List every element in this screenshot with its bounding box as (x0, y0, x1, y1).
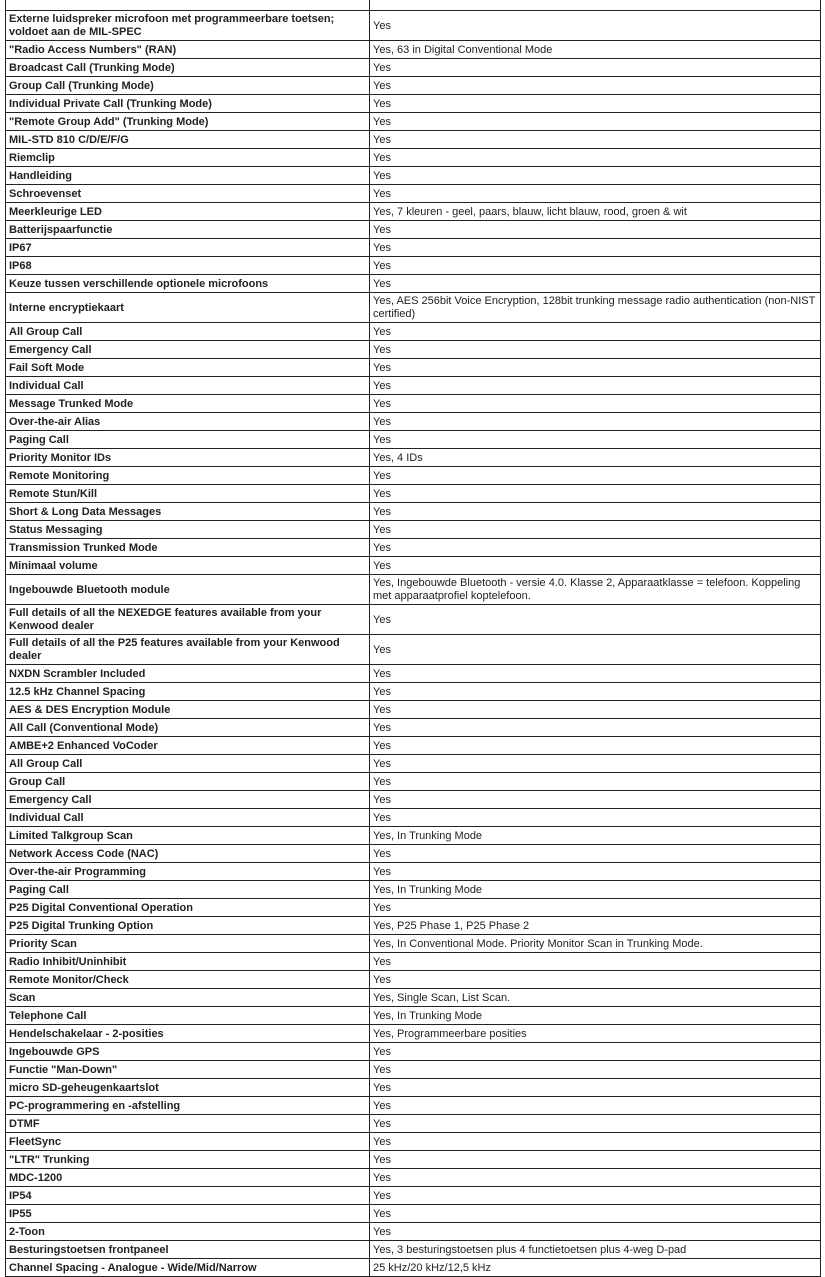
feature-value-cell: Yes (370, 485, 821, 503)
feature-value-cell: Yes (370, 131, 821, 149)
feature-value-cell: Yes, In Trunking Mode (370, 881, 821, 899)
specifications-table (5, 0, 821, 1277)
table-row (6, 881, 821, 899)
feature-value-cell: Yes (370, 737, 821, 755)
feature-name-cell: Over-the-air Alias (6, 413, 370, 431)
table-row (6, 701, 821, 719)
feature-value-cell: Yes, Ingebouwde Bluetooth - versie 4.0. Klasse 2, Apparaatklasse = telefoon. Koppeling met apparaatprofiel koptelefoon. (370, 575, 821, 605)
feature-value-cell: Yes (370, 77, 821, 95)
feature-name-cell: 12.5 kHz Channel Spacing (6, 683, 370, 701)
feature-value-cell: Yes, 4 IDs (370, 449, 821, 467)
feature-name-cell: NXDN Scrambler Included (6, 665, 370, 683)
table-row (6, 323, 821, 341)
table-row (6, 359, 821, 377)
feature-value-cell: Yes (370, 395, 821, 413)
feature-name-cell: IP68 (6, 257, 370, 275)
table-row (6, 917, 821, 935)
feature-name-cell: "Radio Access Numbers" (RAN) (6, 41, 370, 59)
feature-name-cell: Paging Call (6, 881, 370, 899)
spec-table-container (5, 0, 821, 1277)
feature-value-cell: Yes (370, 1169, 821, 1187)
feature-value-cell: Yes (370, 149, 821, 167)
table-row (6, 827, 821, 845)
feature-value-cell: Yes (370, 1205, 821, 1223)
feature-value-cell: Yes (370, 683, 821, 701)
feature-name-cell: Network Access Code (NAC) (6, 845, 370, 863)
feature-value-cell: Yes (370, 755, 821, 773)
table-row (6, 1025, 821, 1043)
feature-name-cell: micro SD-geheugenkaartslot (6, 1079, 370, 1097)
feature-value-cell: Yes (370, 701, 821, 719)
table-row (6, 953, 821, 971)
table-row (6, 1115, 821, 1133)
feature-name-cell: Minimaal volume (6, 557, 370, 575)
feature-name-cell: "Remote Group Add" (Trunking Mode) (6, 113, 370, 131)
feature-value-cell: Yes, 63 in Digital Conventional Mode (370, 41, 821, 59)
table-row (6, 557, 821, 575)
feature-name-cell: Over-the-air Programming (6, 863, 370, 881)
feature-name-cell: MDC-1200 (6, 1169, 370, 1187)
feature-value-cell: Yes (370, 59, 821, 77)
table-row (6, 989, 821, 1007)
feature-name-cell: Individual Call (6, 377, 370, 395)
feature-value-cell: Yes, Programmeerbare posities (370, 1025, 821, 1043)
table-row (6, 1097, 821, 1115)
table-row (6, 665, 821, 683)
feature-value-cell: Yes (370, 185, 821, 203)
feature-name-cell: Interne encryptiekaart (6, 293, 370, 323)
feature-value-cell: Yes (370, 1151, 821, 1169)
feature-value-cell: Yes (370, 557, 821, 575)
table-row (6, 293, 821, 323)
feature-value-cell: Yes (370, 11, 821, 41)
feature-name-cell: "LTR" Trunking (6, 1151, 370, 1169)
feature-name-cell: Status Messaging (6, 521, 370, 539)
feature-name-cell: Remote Monitor/Check (6, 971, 370, 989)
table-row (6, 1133, 821, 1151)
feature-name-cell: Full details of all the NEXEDGE features available from your Kenwood dealer (6, 605, 370, 635)
feature-name-cell: Externe luidspreker microfoon met programmeerbare toetsen; voldoet aan de MIL-SPEC (6, 11, 370, 41)
feature-value-cell: Yes (370, 773, 821, 791)
feature-value-cell: Yes (370, 95, 821, 113)
feature-name-cell: Ingebouwde GPS (6, 1043, 370, 1061)
feature-value-cell: Yes (370, 1079, 821, 1097)
feature-name-cell: Individual Private Call (Trunking Mode) (6, 95, 370, 113)
feature-name-cell: Remote Monitoring (6, 467, 370, 485)
feature-value-cell: Yes (370, 503, 821, 521)
feature-name-cell: Channel Spacing - Analogue - Wide/Mid/Narrow (6, 1259, 370, 1277)
feature-value-cell: Yes (370, 167, 821, 185)
table-row (6, 539, 821, 557)
table-row (6, 1151, 821, 1169)
feature-value-cell: Yes (370, 323, 821, 341)
table-row (6, 257, 821, 275)
feature-name-cell: Broadcast Call (Trunking Mode) (6, 59, 370, 77)
feature-name-cell: 2-Toon (6, 1223, 370, 1241)
table-row (6, 521, 821, 539)
feature-name-cell: IP54 (6, 1187, 370, 1205)
table-row (6, 1061, 821, 1079)
table-row (6, 971, 821, 989)
feature-name-cell: Riemclip (6, 149, 370, 167)
feature-value-cell: Yes (370, 665, 821, 683)
feature-name-cell (6, 0, 370, 11)
table-row (6, 395, 821, 413)
feature-name-cell: IP67 (6, 239, 370, 257)
table-row (6, 377, 821, 395)
table-row (6, 239, 821, 257)
feature-value-cell: Yes (370, 1097, 821, 1115)
table-row (6, 683, 821, 701)
feature-name-cell: All Call (Conventional Mode) (6, 719, 370, 737)
table-row (6, 0, 821, 11)
feature-name-cell: Hendelschakelaar - 2-posities (6, 1025, 370, 1043)
feature-value-cell: Yes, AES 256bit Voice Encryption, 128bit trunking message radio authentication (non-NIST certified) (370, 293, 821, 323)
feature-value-cell: Yes (370, 467, 821, 485)
table-row (6, 863, 821, 881)
feature-value-cell: Yes (370, 539, 821, 557)
feature-value-cell: Yes (370, 791, 821, 809)
feature-name-cell: Paging Call (6, 431, 370, 449)
feature-name-cell: PC-programmering en -afstelling (6, 1097, 370, 1115)
feature-value-cell: Yes (370, 899, 821, 917)
feature-name-cell: Radio Inhibit/Uninhibit (6, 953, 370, 971)
feature-value-cell: Yes, P25 Phase 1, P25 Phase 2 (370, 917, 821, 935)
table-row (6, 935, 821, 953)
table-row (6, 203, 821, 221)
table-row (6, 845, 821, 863)
table-row (6, 341, 821, 359)
table-row (6, 41, 821, 59)
feature-name-cell: Telephone Call (6, 1007, 370, 1025)
feature-value-cell: Yes (370, 719, 821, 737)
feature-name-cell: IP55 (6, 1205, 370, 1223)
table-row (6, 113, 821, 131)
feature-value-cell: Yes, In Trunking Mode (370, 1007, 821, 1025)
feature-name-cell: Batterijspaarfunctie (6, 221, 370, 239)
table-row (6, 467, 821, 485)
table-row (6, 449, 821, 467)
feature-name-cell: Remote Stun/Kill (6, 485, 370, 503)
feature-value-cell: Yes (370, 809, 821, 827)
feature-value-cell: Yes (370, 1223, 821, 1241)
feature-name-cell: Priority Monitor IDs (6, 449, 370, 467)
feature-name-cell: Scan (6, 989, 370, 1007)
feature-name-cell: Emergency Call (6, 791, 370, 809)
feature-name-cell: Group Call (6, 773, 370, 791)
feature-value-cell: Yes (370, 971, 821, 989)
feature-name-cell: All Group Call (6, 755, 370, 773)
table-row (6, 221, 821, 239)
table-row (6, 149, 821, 167)
feature-name-cell: Priority Scan (6, 935, 370, 953)
table-row (6, 1259, 821, 1277)
feature-value-cell: Yes (370, 275, 821, 293)
table-row (6, 575, 821, 605)
feature-name-cell: Meerkleurige LED (6, 203, 370, 221)
table-row (6, 791, 821, 809)
table-row (6, 503, 821, 521)
feature-name-cell: P25 Digital Conventional Operation (6, 899, 370, 917)
feature-value-cell: Yes (370, 413, 821, 431)
table-row (6, 899, 821, 917)
table-row (6, 1205, 821, 1223)
table-row (6, 773, 821, 791)
table-row (6, 77, 821, 95)
feature-value-cell: Yes (370, 341, 821, 359)
feature-value-cell: Yes (370, 257, 821, 275)
feature-value-cell: Yes (370, 635, 821, 665)
specifications-table-body (6, 0, 821, 1277)
feature-value-cell: Yes (370, 863, 821, 881)
feature-name-cell: Ingebouwde Bluetooth module (6, 575, 370, 605)
feature-name-cell: Full details of all the P25 features available from your Kenwood dealer (6, 635, 370, 665)
feature-value-cell: Yes (370, 605, 821, 635)
feature-value-cell: Yes (370, 1133, 821, 1151)
feature-value-cell: Yes (370, 359, 821, 377)
feature-name-cell: Functie "Man-Down" (6, 1061, 370, 1079)
feature-value-cell: Yes (370, 1115, 821, 1133)
feature-name-cell: DTMF (6, 1115, 370, 1133)
feature-name-cell: Emergency Call (6, 341, 370, 359)
table-row (6, 413, 821, 431)
feature-value-cell: Yes (370, 953, 821, 971)
feature-value-cell: 25 kHz/20 kHz/12,5 kHz (370, 1259, 821, 1277)
table-row (6, 1007, 821, 1025)
feature-name-cell: Handleiding (6, 167, 370, 185)
table-row (6, 737, 821, 755)
feature-value-cell: Yes, 7 kleuren - geel, paars, blauw, licht blauw, rood, groen & wit (370, 203, 821, 221)
feature-value-cell: Yes (370, 431, 821, 449)
feature-name-cell: Keuze tussen verschillende optionele microfoons (6, 275, 370, 293)
feature-name-cell: AES & DES Encryption Module (6, 701, 370, 719)
feature-name-cell: Short & Long Data Messages (6, 503, 370, 521)
feature-name-cell: Fail Soft Mode (6, 359, 370, 377)
feature-value-cell: Yes (370, 377, 821, 395)
feature-name-cell: Besturingstoetsen frontpaneel (6, 1241, 370, 1259)
table-row (6, 167, 821, 185)
table-row (6, 431, 821, 449)
feature-name-cell: P25 Digital Trunking Option (6, 917, 370, 935)
feature-name-cell: Individual Call (6, 809, 370, 827)
feature-value-cell: Yes, 3 besturingstoetsen plus 4 functietoetsen plus 4-weg D-pad (370, 1241, 821, 1259)
feature-value-cell: Yes (370, 1187, 821, 1205)
feature-name-cell: FleetSync (6, 1133, 370, 1151)
feature-name-cell: Limited Talkgroup Scan (6, 827, 370, 845)
table-row (6, 185, 821, 203)
feature-name-cell: Message Trunked Mode (6, 395, 370, 413)
table-row (6, 755, 821, 773)
feature-name-cell: MIL-STD 810 C/D/E/F/G (6, 131, 370, 149)
table-row (6, 131, 821, 149)
table-row (6, 605, 821, 635)
feature-name-cell: AMBE+2 Enhanced VoCoder (6, 737, 370, 755)
feature-value-cell: Yes (370, 239, 821, 257)
table-row (6, 809, 821, 827)
table-row (6, 485, 821, 503)
feature-name-cell: Transmission Trunked Mode (6, 539, 370, 557)
feature-value-cell: Yes (370, 1043, 821, 1061)
feature-name-cell: Group Call (Trunking Mode) (6, 77, 370, 95)
feature-value-cell: Yes, In Conventional Mode. Priority Monitor Scan in Trunking Mode. (370, 935, 821, 953)
feature-name-cell: All Group Call (6, 323, 370, 341)
table-row (6, 719, 821, 737)
feature-value-cell: Yes (370, 845, 821, 863)
table-row (6, 1169, 821, 1187)
table-row (6, 1187, 821, 1205)
feature-value-cell: Yes (370, 221, 821, 239)
feature-name-cell: Schroevenset (6, 185, 370, 203)
table-row (6, 11, 821, 41)
feature-value-cell (370, 0, 821, 11)
table-row (6, 1241, 821, 1259)
feature-value-cell: Yes (370, 521, 821, 539)
feature-value-cell: Yes, In Trunking Mode (370, 827, 821, 845)
table-row (6, 1223, 821, 1241)
feature-value-cell: Yes (370, 113, 821, 131)
table-row (6, 1079, 821, 1097)
feature-value-cell: Yes, Single Scan, List Scan. (370, 989, 821, 1007)
table-row (6, 1043, 821, 1061)
table-row (6, 95, 821, 113)
table-row (6, 59, 821, 77)
table-row (6, 275, 821, 293)
table-row (6, 635, 821, 665)
feature-value-cell: Yes (370, 1061, 821, 1079)
